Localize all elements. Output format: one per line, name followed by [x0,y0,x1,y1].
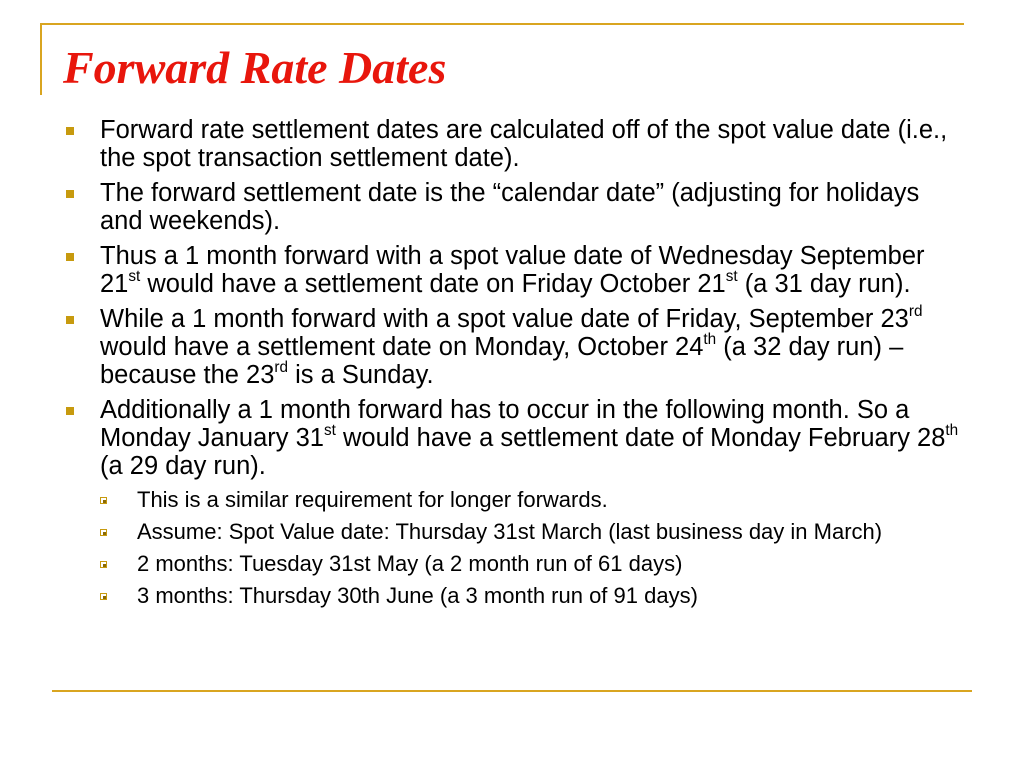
slide-title: Forward Rate Dates [63,42,447,93]
bullet-text: Forward rate settlement dates are calculated off of the spot value date (i.e., the spot transaction settlement date). [100,116,948,172]
bullet-text: The forward settlement date is the “calendar date” (adjusting for holidays and weekends). [100,179,920,235]
bullet-item [66,302,966,389]
sub-bullet-text: Assume: Spot Value date: Thursday 31st March (last business day in March) [137,519,883,544]
square-bullet-icon [66,127,74,135]
square-bullet-icon [66,407,74,415]
frame-top-line [40,23,964,25]
bullet-item [66,242,966,298]
frame-left-line [40,23,42,95]
hollow-square-bullet-icon [100,529,107,536]
hollow-square-bullet-icon [100,497,107,504]
square-bullet-icon [66,190,74,198]
square-bullet-icon [66,253,74,261]
sub-bullet-text: This is a similar requirement for longer forwards. [137,487,608,512]
bullet-text: Thus a 1 month forward with a spot value date of Wednesday September 21st would have a settlement date on Friday October 21st (a 31 day run). [100,242,925,298]
square-bullet-icon [66,316,74,324]
hollow-square-bullet-icon [100,593,107,600]
sub-bullet-item [100,551,966,577]
frame-bottom-line [52,690,972,692]
bullet-item [66,116,966,172]
sub-bullet-item [100,519,966,545]
hollow-square-bullet-icon [100,561,107,568]
bullet-text: Additionally a 1 month forward has to occur in the following month. So a Monday January 31st would have a settlement date of Monday February 28th (a 29 day run). [100,396,959,480]
bullet-item [66,396,966,480]
sub-bullet-item [100,583,966,609]
sub-bullet-text: 3 months: Thursday 30th June (a 3 month run of 91 days) [137,583,698,608]
sub-bullet-text: 2 months: Tuesday 31st May (a 2 month run of 61 days) [137,551,683,576]
bullet-text: While a 1 month forward with a spot value date of Friday, September 23rd would have a settlement date on Monday, October 24th (a 32 day run) – because the 23rd is a Sunday. [100,302,923,389]
sub-bullet-item [100,487,966,513]
bullet-item [66,179,966,235]
slide-body [66,116,966,615]
